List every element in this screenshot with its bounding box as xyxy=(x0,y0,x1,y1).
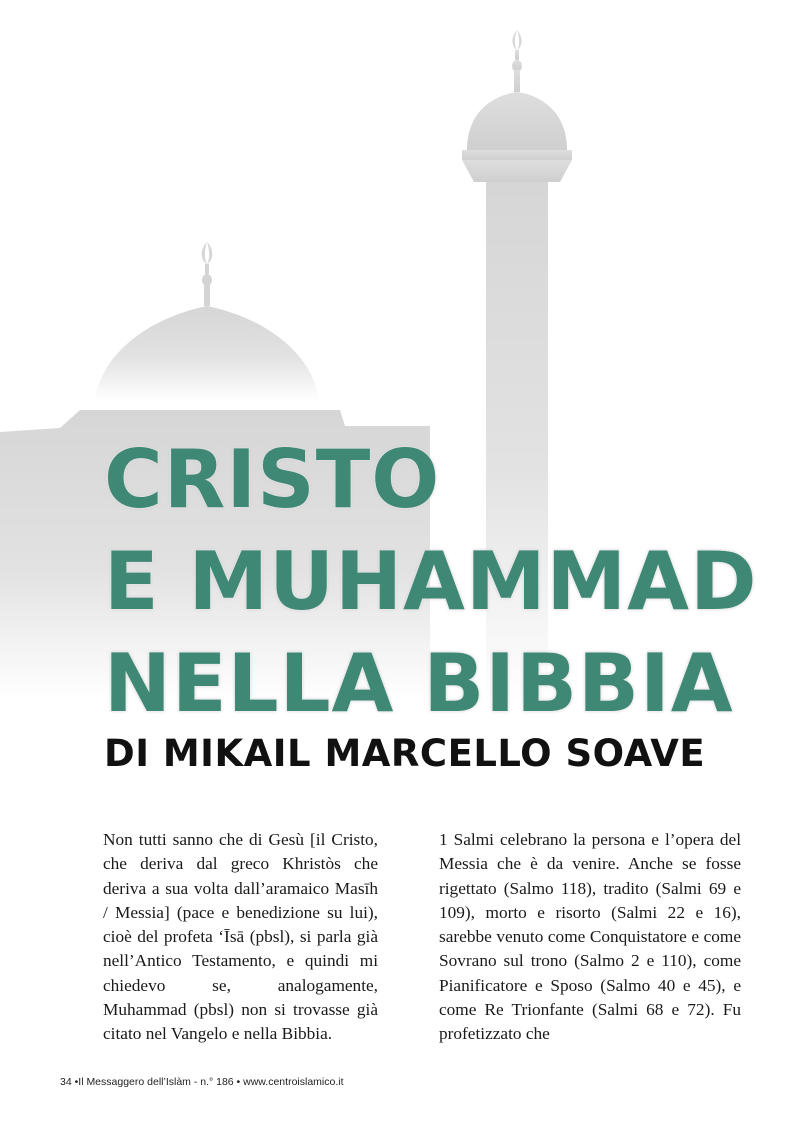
dome-finial-icon xyxy=(202,242,213,306)
text-column-left xyxy=(103,828,378,1047)
paragraph-left: Non tutti sanno che di Gesù [il Cristo, che deriva dal greco Khristòs che deriva a sua volta dall’aramaico Masīh / Messia] (pace e benedizione su lui), cioè del profeta ‘Īsā (pbsl), si parla già nell’Antico Testamento, e quindi mi chiedevo se, analogamente, Muhammad (pbsl) non si trovasse già citato nel Vangelo e nella Bibbia. xyxy=(103,830,378,1044)
paragraph-right: 1 Salmi celebrano la persona e l’opera del Messia che è da venire. Anche se fosse rigettato (Salmo 118), tradito (Salmi 69 e 109), morto e risorto (Salmi 22 e 16), sarebbe venuto come Conquistatore e come Sovrano sul trono (Salmo 2 e 110), come Pianificatore e Sposo (Salmo 40 e 45), e come Re Trionfante (Salmi 68 e 72). Fu profetizzato che xyxy=(439,830,741,1044)
text-column-right xyxy=(439,828,741,1047)
article-byline: DI MIKAIL MARCELLO SOAVE xyxy=(104,732,706,775)
dome-shape xyxy=(95,306,319,400)
article-title-line-1: CRISTO xyxy=(104,433,441,526)
article-title-line-2: E MUHAMMAD xyxy=(104,535,758,628)
article-title-line-3: NELLA BIBBIA xyxy=(104,637,734,730)
page-footer: 34 •Il Messaggero dell’Islàm - n.° 186 • www.centroislamico.it xyxy=(60,1076,344,1088)
